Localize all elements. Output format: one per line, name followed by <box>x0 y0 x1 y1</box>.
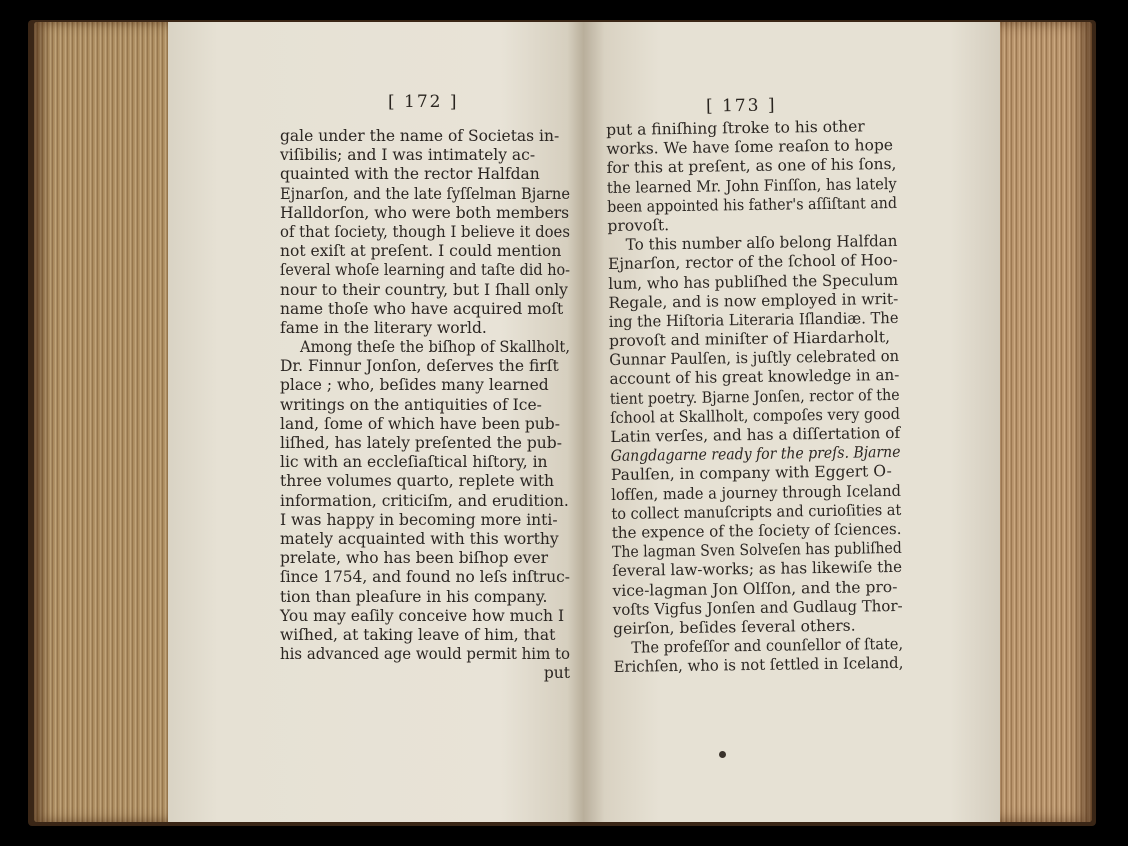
text-line: lic with an eccleſiaſtical hiſtory, in <box>280 453 548 472</box>
text-line: vice-lagman Jon Olſſon, and the pro- <box>612 577 898 600</box>
text-line: provoſt and miniſter of Hiardarholt, <box>608 328 891 351</box>
text-line: the learned Mr. John Finſſon, has lately <box>606 174 897 197</box>
text-line: Erichſen, who is not ſettled in Iceland, <box>613 654 904 677</box>
text-line: the expence of the ſociety of ſciences. <box>611 519 902 542</box>
text-line: of that ſociety, though I believe it does <box>280 222 570 241</box>
text-line: ſchool at Skallholt, compoſes very good <box>610 404 901 427</box>
text-line: Halldorſon, who were both members <box>280 203 570 222</box>
text-line: fame in the literary world. <box>280 318 487 337</box>
text-line: put a finiſhing ſtroke to his other <box>606 117 865 139</box>
text-line: Paulſen, in company with Eggert O- <box>610 462 892 485</box>
text-line: quainted with the rector Halfdan <box>280 165 540 184</box>
text-line: to collect manuſcripts and curioſities at <box>611 500 902 523</box>
text-line: account of his great knowledge in an- <box>609 366 900 389</box>
text-line: wiſhed, at taking leave of him, that <box>280 625 556 644</box>
text-line: liſhed, has lately preſented the pub- <box>280 434 562 452</box>
page-ornament <box>719 751 726 758</box>
text-line: The profeſſor and counſellor of ſtate, <box>631 634 904 657</box>
text-line: To this number alſo belong Halfdan <box>625 232 898 254</box>
text-line: voſts Vigfus Jonſen and Gudlaug Thor- <box>612 596 903 619</box>
text-line: ſeveral whoſe learning and taſte did ho- <box>280 261 570 280</box>
left-page-edges <box>34 22 174 822</box>
text-line: for this at preſent, as one of his ſons, <box>606 155 897 178</box>
right-page-number: [ 173 ] <box>705 95 777 117</box>
text-line: lum, who has publiſhed the Speculum <box>608 270 899 293</box>
left-page-body <box>280 127 570 683</box>
text-line: Among theſe the biſhop of Skallholt, <box>300 338 570 357</box>
text-line: Latin verſes, and has a diſſertation of <box>610 423 901 446</box>
text-line: tient poetry. Bjarne Jonſen, rector of the <box>609 385 900 408</box>
left-page-number: [ 172 ] <box>388 92 459 112</box>
text-line: not exiſt at preſent. I could mention <box>280 242 562 261</box>
text-line: You may eaſily conceive how much I <box>280 606 565 625</box>
text-line: I was happy in becoming more inti- <box>280 510 558 529</box>
text-line: nour to their country, but I ſhall only <box>280 280 568 299</box>
text-line: land, ſome of which have been pub- <box>280 414 560 433</box>
text-line: Gunnar Paulſen, is juſtly celebrated on <box>609 347 900 370</box>
text-line: gale under the name of Societas in- <box>280 127 560 145</box>
text-line: tion than pleaſure in his company. <box>280 587 548 606</box>
text-line: Ejnarſon, rector of the ſchool of Hoo- <box>607 251 898 274</box>
text-line: Ejnarſon, and the late ſyſſelman Bjarne <box>280 184 570 203</box>
text-line: ing the Hiſtoria Literaria Iſlandiæ. The <box>608 308 899 331</box>
right-page-edges <box>998 22 1092 822</box>
text-line: been appointed his father's aſſiſtant and <box>607 193 898 216</box>
text-line: place ; who, beſides many learned <box>280 376 549 395</box>
text-line: Dr. Finnur Jonſon, deſerves the firſt <box>280 357 559 376</box>
text-line: information, criticiſm, and erudition. <box>280 491 569 510</box>
text-line: his advanced age would permit him to <box>280 645 570 664</box>
text-line: ſeveral law-works; as has likewiſe the <box>612 558 903 581</box>
text-line: three volumes quarto, replete with <box>280 472 555 491</box>
text-line: viſibilis; and I was intimately ac- <box>280 146 536 165</box>
text-line: writings on the antiquities of Ice- <box>280 395 542 414</box>
text-line: name thoſe who have acquired moſt <box>280 299 564 318</box>
catchword: put <box>543 664 570 683</box>
text-line: The lagman Sven Solveſen has publiſhed <box>611 539 902 562</box>
text-line: mately acquainted with this worthy <box>280 529 559 548</box>
text-line: Gangdagarne ready for the preſs. Bjarne <box>610 443 901 466</box>
text-line: Regale, and is now employed in writ- <box>608 289 899 312</box>
text-line: prelate, who has been biſhop ever <box>280 549 549 568</box>
right-page-body <box>606 117 904 677</box>
text-line: ſince 1754, and found no leſs inſtruc- <box>280 568 570 587</box>
text-line: geirſon, beſides ſeveral others. <box>612 616 856 638</box>
text-line: works. We have ſome reaſon to hope <box>606 136 894 159</box>
text-line: provoſt. <box>607 216 670 235</box>
text-line: lofſen, made a journey through Iceland <box>611 481 902 504</box>
